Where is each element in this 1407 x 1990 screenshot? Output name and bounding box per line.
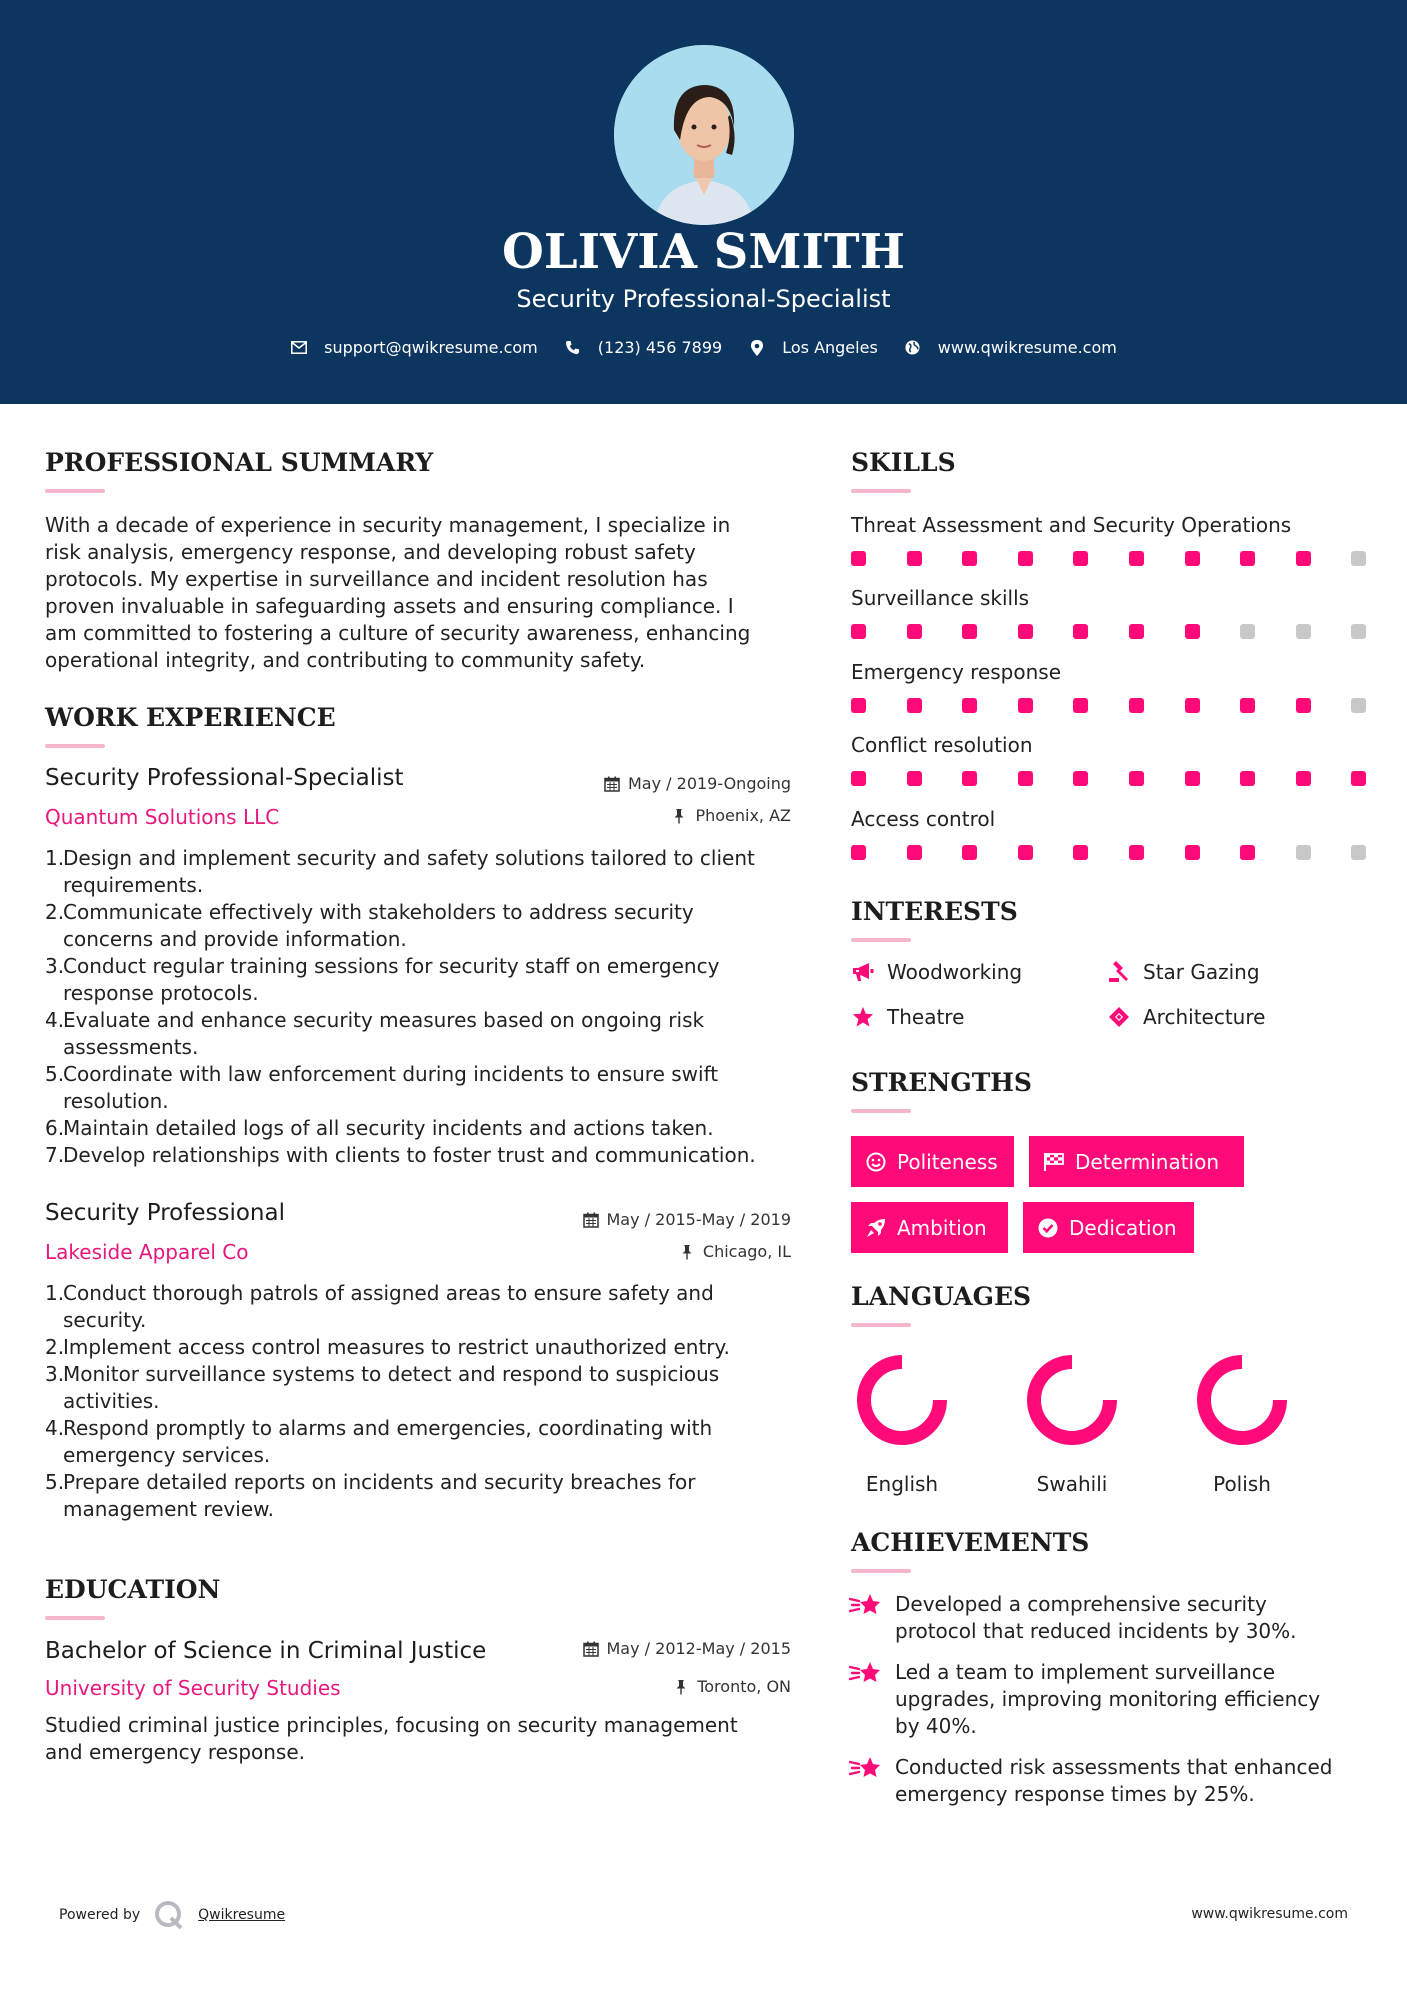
skill-rating [851,551,1407,566]
skill-name: Threat Assessment and Security Operations [851,513,1292,537]
footer-brand-link[interactable]: Qwikresume [198,1907,286,1923]
job-company: Lakeside Apparel Co [45,1240,249,1264]
achievement-line: Conducted risk assessments that enhanced [895,1755,1333,1779]
achievements-heading-bar [851,1569,911,1573]
list-line: assessments. [63,1035,199,1059]
smile-icon [865,1151,887,1173]
summary-line: proven invaluable in safeguarding assets and ensuring compliance. I [45,594,734,618]
list-item: 5. Prepare detailed reports on incidents and security breaches for management review. [45,1469,805,1523]
rating-dot-filled [1240,698,1255,713]
list-line: emergency services. [63,1443,271,1467]
rating-dot-filled [907,845,922,860]
job-date [520,1210,791,1229]
calendar-icon [604,776,620,792]
contact-phone[interactable] [564,338,722,357]
skill-name: Access control [851,807,996,831]
job-title: Security Professional [45,1200,285,1226]
rating-dot-filled [907,771,922,786]
contact-website-text: www.qwikresume.com [937,338,1117,357]
list-line: requirements. [63,873,204,897]
rating-dot-filled [1129,551,1144,566]
list-line: response protocols. [63,981,259,1005]
list-item: 5. Coordinate with law enforcement during incidents to ensure swift resolution. [45,1061,805,1115]
languages-heading: LANGUAGES [851,1282,1032,1311]
rating-dot-filled [1185,698,1200,713]
job-location-text: Chicago, IL [702,1242,791,1261]
avatar [614,45,794,225]
list-line: Conduct regular training sessions for security staff on emergency [63,954,720,978]
rating-dot-filled [1296,771,1311,786]
rating-dot-filled [1129,845,1144,860]
skill-name: Conflict resolution [851,733,1033,757]
education-description [45,1712,805,1766]
list-line: Prepare detailed reports on incidents and security breaches for [63,1470,696,1494]
pushpin-icon [671,808,687,824]
education-date-text: May / 2012-May / 2015 [606,1639,791,1658]
list-line: Implement access control measures to restrict unauthorized entry. [63,1335,730,1359]
list-line: Conduct thorough patrols of assigned areas to ensure safety and [63,1281,714,1305]
flag-icon [1043,1151,1065,1173]
interest-label: Star Gazing [1143,960,1260,984]
list-item: 4. Evaluate and enhance security measures based on ongoing risk assessments. [45,1007,805,1061]
job-date-text: May / 2019-Ongoing [628,774,791,793]
experience-heading-bar [45,744,105,748]
map-marker-icon [748,339,766,357]
strength-chip [851,1136,1014,1187]
list-line: Communicate effectively with stakeholders to address security [63,900,694,924]
summary-line: protocols. My expertise in surveillance and incident resolution has [45,567,708,591]
summary-heading-bar [45,489,105,493]
job-company: Quantum Solutions LLC [45,805,280,829]
education-heading-bar [45,1616,105,1620]
education-line: Studied criminal justice principles, focusing on security management [45,1713,738,1737]
rating-dot-filled [1129,698,1144,713]
rating-dot-filled [1296,698,1311,713]
rating-dot-empty [1351,845,1366,860]
interest-item [851,1005,964,1029]
language-name: Polish [1213,1472,1271,1496]
job-duties [45,1280,805,1523]
footer-powered [59,1900,285,1930]
rating-dot-filled [962,698,977,713]
degree-title: Bachelor of Science in Criminal Justice [45,1638,487,1664]
contact-website[interactable] [904,338,1117,357]
summary-text [45,512,805,674]
rating-dot-filled [1018,771,1033,786]
strength-label: Dedication [1069,1215,1177,1240]
skill-name: Emergency response [851,660,1061,684]
skill-rating [851,771,1407,786]
rating-dot-filled [962,845,977,860]
rating-dot-filled [1073,624,1088,639]
rating-dot-filled [1073,551,1088,566]
shooting-star-icon [849,1754,883,1784]
rating-dot-filled [1185,624,1200,639]
shooting-star-icon [849,1659,883,1689]
rating-dot-filled [907,624,922,639]
candidate-role: Security Professional-Specialist [516,285,891,313]
language-item [1182,1350,1302,1496]
candidate-name: OLIVIA SMITH [502,224,905,280]
job-location [520,1242,791,1261]
skill-name: Surveillance skills [851,586,1030,610]
rating-dot-filled [851,698,866,713]
strength-chip [1029,1136,1244,1187]
achievement-item [849,1659,1369,1740]
strength-label: Politeness [897,1149,998,1174]
rating-dot-filled [962,771,977,786]
language-name: Swahili [1036,1472,1108,1496]
skill-rating [851,624,1407,639]
rating-dot-filled [1073,771,1088,786]
interest-label: Theatre [887,1005,965,1029]
ticket-icon [1107,1005,1131,1029]
shooting-star-icon [849,1591,883,1621]
rating-dot-filled [962,624,977,639]
list-item: 4. Respond promptly to alarms and emergencies, coordinating with emergency services. [45,1415,805,1469]
job-date [520,774,791,793]
check-circle-icon [1037,1217,1059,1239]
list-line: resolution. [63,1089,169,1113]
rating-dot-filled [851,551,866,566]
rating-dot-filled [1296,551,1311,566]
education-location [520,1677,791,1696]
language-item [1012,1350,1132,1496]
achievement-line: emergency response times by 25%. [895,1782,1255,1806]
pushpin-icon [679,1244,695,1260]
summary-line: With a decade of experience in security management, I specialize in [45,513,731,537]
list-line: activities. [63,1389,160,1413]
list-line: Coordinate with law enforcement during incidents to ensure swift [63,1062,719,1086]
experience-heading: WORK EXPERIENCE [45,703,336,732]
rating-dot-filled [1018,698,1033,713]
bullhorn-icon [851,960,875,984]
skill-rating [851,698,1407,713]
education-line: and emergency response. [45,1740,306,1764]
achievement-item [849,1591,1369,1645]
rating-dot-filled [1073,845,1088,860]
rating-dot-filled [1018,624,1033,639]
achievement-line: by 40%. [895,1714,977,1738]
rating-dot-empty [1296,624,1311,639]
list-item: 3. Conduct regular training sessions for security staff on emergency response protocols. [45,953,805,1007]
rating-dot-empty [1351,551,1366,566]
language-ring [1022,1350,1122,1450]
contact-email-text: support@qwikresume.com [324,338,538,357]
interest-label: Woodworking [887,960,1023,984]
profile-photo [614,45,794,225]
rating-dot-filled [1240,845,1255,860]
rating-dot-empty [1296,845,1311,860]
summary-line: am committed to fostering a culture of security awareness, enhancing [45,621,751,645]
list-item: 3. Monitor surveillance systems to detect and respond to suspicious activities. [45,1361,805,1415]
rating-dot-filled [1129,771,1144,786]
achievement-item [849,1754,1369,1808]
contact-location [748,338,878,357]
rating-dot-filled [851,624,866,639]
rating-dot-filled [1018,845,1033,860]
interest-item [1107,1005,1265,1029]
rating-dot-empty [1351,698,1366,713]
list-line: security. [63,1308,147,1332]
calendar-icon [583,1641,599,1657]
interest-label: Architecture [1143,1005,1266,1029]
list-item: 7. Develop relationships with clients to foster trust and communication. [45,1142,805,1169]
achievement-line: Developed a comprehensive security [895,1592,1267,1616]
list-item: 2. Communicate effectively with stakeholders to address security concerns and provide information. [45,899,805,953]
star-icon [851,1005,875,1029]
strengths-heading-bar [851,1109,911,1113]
education-location-text: Toronto, ON [697,1677,791,1696]
strength-chip [851,1202,1008,1253]
footer-powered-text: Powered by [59,1907,141,1923]
language-item [842,1350,962,1496]
job-location [520,806,791,825]
achievement-line: protocol that reduced incidents by 30%. [895,1619,1297,1643]
phone-icon [564,339,582,357]
job-date-text: May / 2015-May / 2019 [606,1210,791,1229]
strengths-heading: STRENGTHS [851,1068,1032,1097]
achievements-heading: ACHIEVEMENTS [851,1528,1090,1557]
skills-heading: SKILLS [851,448,956,477]
list-line: Evaluate and enhance security measures based on ongoing risk [63,1008,705,1032]
resume-header [0,0,1407,404]
strength-label: Determination [1075,1149,1220,1174]
skill-rating [851,845,1407,860]
rating-dot-filled [962,551,977,566]
interest-item [851,960,1022,984]
envelope-icon [290,339,308,357]
footer-url[interactable]: www.qwikresume.com [1191,1906,1348,1922]
interest-item [1107,960,1260,984]
language-ring [1192,1350,1292,1450]
rating-dot-filled [1240,551,1255,566]
rating-dot-filled [1129,624,1144,639]
languages-heading-bar [851,1323,911,1327]
achievement-line: Led a team to implement surveillance [895,1660,1276,1684]
summary-line: operational integrity, and contributing to community safety. [45,648,646,672]
list-item: 1. Design and implement security and safety solutions tailored to client requirements. [45,845,805,899]
rating-dot-filled [851,771,866,786]
education-heading: EDUCATION [45,1575,221,1604]
list-line: Monitor surveillance systems to detect and respond to suspicious [63,1362,720,1386]
skills-heading-bar [851,489,911,493]
gavel-icon [1107,960,1131,984]
rating-dot-filled [1240,771,1255,786]
rocket-icon [865,1217,887,1239]
contact-phone-text: (123) 456 7899 [597,338,723,357]
contact-email[interactable] [290,338,538,357]
list-item: 2. Implement access control measures to restrict unauthorized entry. [45,1334,805,1361]
rating-dot-empty [1351,624,1366,639]
list-item: 1. Conduct thorough patrols of assigned areas to ensure safety and security. [45,1280,805,1334]
list-line: Maintain detailed logs of all security incidents and actions taken. [63,1116,714,1140]
rating-dot-filled [907,698,922,713]
education-date [520,1639,791,1658]
interests-heading-bar [851,938,911,942]
list-line: Design and implement security and safety solutions tailored to client [63,846,755,870]
rating-dot-filled [851,845,866,860]
job-location-text: Phoenix, AZ [695,806,791,825]
strength-chip [1023,1202,1194,1253]
list-line: concerns and provide information. [63,927,407,951]
summary-line: risk analysis, emergency response, and developing robust safety [45,540,696,564]
rating-dot-empty [1240,624,1255,639]
list-line: Develop relationships with clients to foster trust and communication. [63,1143,756,1167]
strength-label: Ambition [897,1215,987,1240]
job-duties [45,845,805,1169]
achievement-line: upgrades, improving monitoring efficiency [895,1687,1321,1711]
rating-dot-filled [907,551,922,566]
calendar-icon [583,1212,599,1228]
qwikresume-logo-icon [154,1900,184,1930]
job-title: Security Professional-Specialist [45,765,404,791]
rating-dot-filled [1073,698,1088,713]
language-name: English [865,1472,939,1496]
contact-bar [0,338,1407,357]
list-line: Respond promptly to alarms and emergencies, coordinating with [63,1416,713,1440]
school-name: University of Security Studies [45,1676,341,1700]
rating-dot-filled [1185,551,1200,566]
language-ring [852,1350,952,1450]
contact-location-text: Los Angeles [782,338,878,357]
list-line: management review. [63,1497,274,1521]
rating-dot-filled [1351,771,1366,786]
globe-icon [904,339,922,357]
pushpin-icon [673,1679,689,1695]
rating-dot-filled [1018,551,1033,566]
interests-heading: INTERESTS [851,897,1018,926]
list-item: 6. Maintain detailed logs of all security incidents and actions taken. [45,1115,805,1142]
rating-dot-filled [1185,845,1200,860]
summary-heading: PROFESSIONAL SUMMARY [45,448,434,477]
rating-dot-filled [1185,771,1200,786]
